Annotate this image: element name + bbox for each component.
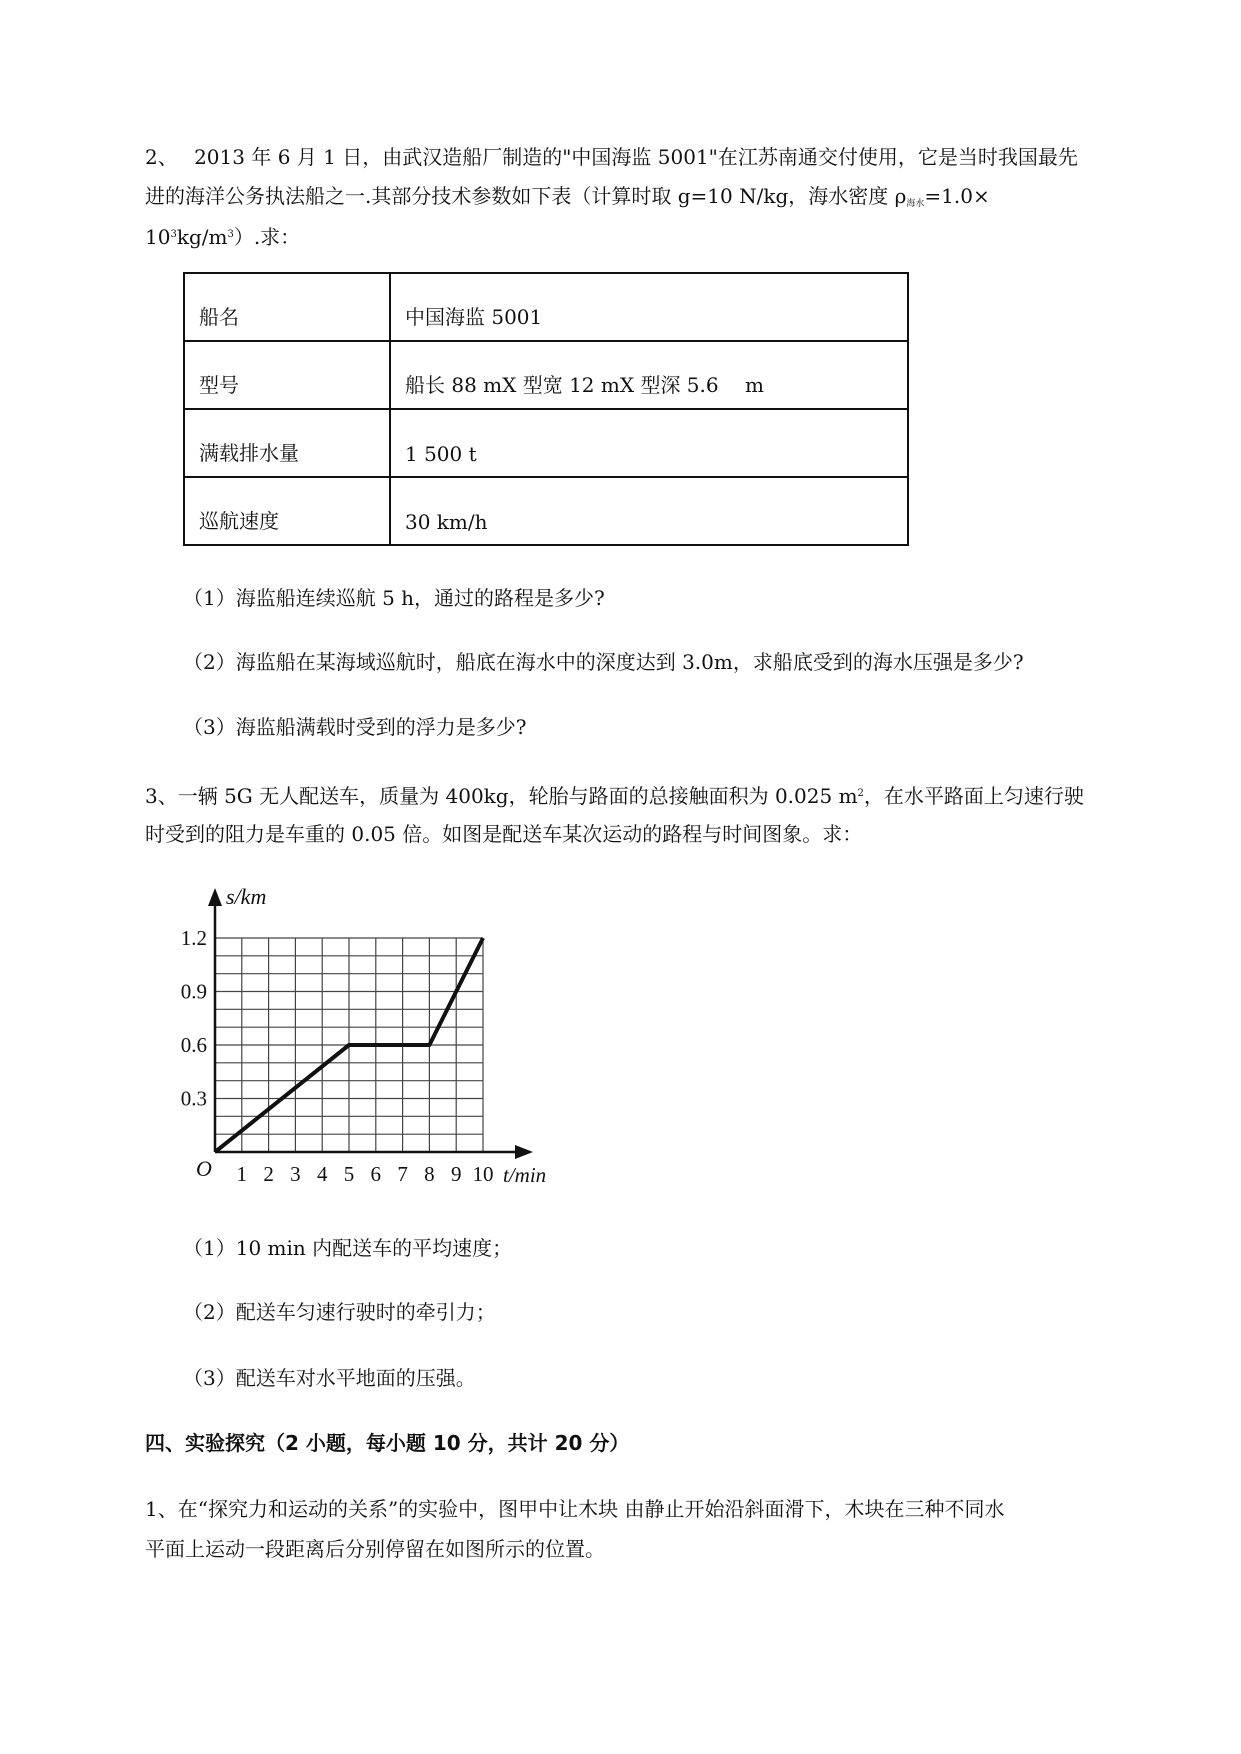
- table-row: [184, 273, 908, 341]
- problem2-line2-tail: =1.0×: [924, 184, 990, 208]
- table-row: [184, 409, 908, 477]
- x-tick-label: 4: [316, 1162, 328, 1186]
- y-tick-labels: [181, 926, 207, 1111]
- density-exponent: 3: [170, 229, 177, 240]
- x-tick-label: 6: [370, 1162, 382, 1186]
- x-axis-label: t/min: [503, 1163, 547, 1187]
- problem3-question-1: （1）10 min 内配送车的平均速度；: [183, 1236, 513, 1260]
- problem2-question-2: （2）海监船在某海域巡航时，船底在海水中的深度达到 3.0m，求船底受到的海水压强是多少?: [183, 650, 1024, 674]
- problem2-line3-tail: ）.求：: [233, 225, 301, 249]
- y-tick-label: 0.3: [180, 1086, 207, 1111]
- problem3-line1: [145, 780, 1084, 810]
- area-unit-exponent: 2: [857, 788, 864, 799]
- x-tick-label: 10: [472, 1162, 494, 1186]
- x-tick-labels: [237, 1162, 494, 1186]
- ship-parameters-table: [183, 272, 909, 546]
- x-tick-label: 1: [236, 1162, 248, 1186]
- problem3-question-3: （3）配送车对水平地面的压强。: [183, 1366, 476, 1390]
- table-cell-label: 船名: [184, 273, 390, 341]
- problem2-line3: [145, 221, 300, 251]
- table-cell-value: 中国海监 5001: [390, 273, 908, 341]
- table-cell-label: 满载排水量: [184, 409, 390, 477]
- table-cell-value: 30 km/h: [390, 477, 908, 545]
- table-cell-label: 巡航速度: [184, 477, 390, 545]
- density-base: 10: [145, 225, 171, 249]
- origin-label: O: [196, 1156, 212, 1181]
- density-unit: kg/m: [176, 225, 228, 249]
- y-tick-label: 1.2: [180, 926, 207, 950]
- table-row: [184, 477, 908, 545]
- table-cell-value: 船长 88 mX 型宽 12 mX 型深 5.6 m: [390, 341, 908, 409]
- distance-time-chart: [178, 880, 558, 1200]
- rho-subscript: 海水: [906, 199, 925, 209]
- problem2-question-1: （1）海监船连续巡航 5 h，通过的路程是多少?: [183, 586, 605, 610]
- x-tick-label: 2: [263, 1162, 274, 1186]
- density-unit-exponent: 3: [227, 229, 234, 240]
- x-tick-label: 5: [343, 1162, 355, 1186]
- problem2-question-3: （3）海监船满载时受到的浮力是多少?: [183, 715, 527, 739]
- problem3-line2: 时受到的阻力是车重的 0.05 倍。如图是配送车某次运动的路程与时间图象。求：: [145, 822, 863, 846]
- section4-q1-line1: 1、在“探究力和运动的关系”的实验中，图甲中让木块 由静止开始沿斜面滑下，木块在三种不同水: [145, 1497, 1005, 1521]
- problem2-line2-text: 进的海洋公务执法船之一.其部分技术参数如下表（计算时取 g=10 N/kg，海水密度 ρ: [145, 184, 907, 208]
- x-tick-label: 9: [450, 1162, 462, 1186]
- y-axis-arrow: [208, 888, 222, 906]
- x-tick-label: 3: [290, 1162, 301, 1186]
- problem3-line1-tail: ，在水平路面上匀速行驶: [863, 784, 1084, 808]
- section4-heading: 四、实验探究（2 小题，每小题 10 分，共计 20 分）: [145, 1431, 630, 1455]
- table-cell-value: 1 500 t: [390, 409, 908, 477]
- table-row: [184, 341, 908, 409]
- y-tick-label: 0.9: [180, 979, 207, 1004]
- problem2-line1: 2、 2013 年 6 月 1 日，由武汉造船厂制造的"中国海监 5001"在江苏南通交付使用，它是当时我国最先: [145, 145, 1078, 169]
- y-axis-label: s/km: [226, 884, 267, 909]
- y-tick-label: 0.6: [180, 1033, 207, 1057]
- x-tick-label: 8: [424, 1162, 435, 1186]
- section4-q1-line2: 平面上运动一段距离后分别停留在如图所示的位置。: [145, 1537, 605, 1561]
- x-axis-arrow: [515, 1145, 533, 1159]
- problem2-line2: [145, 182, 990, 218]
- problem3-question-2: （2）配送车匀速行驶时的牵引力；: [183, 1300, 496, 1324]
- problem3-line1-text: 3、一辆 5G 无人配送车，质量为 400kg，轮胎与路面的总接触面积为 0.025 m: [145, 784, 858, 808]
- x-tick-label: 7: [397, 1162, 408, 1186]
- table-cell-label: 型号: [184, 341, 390, 409]
